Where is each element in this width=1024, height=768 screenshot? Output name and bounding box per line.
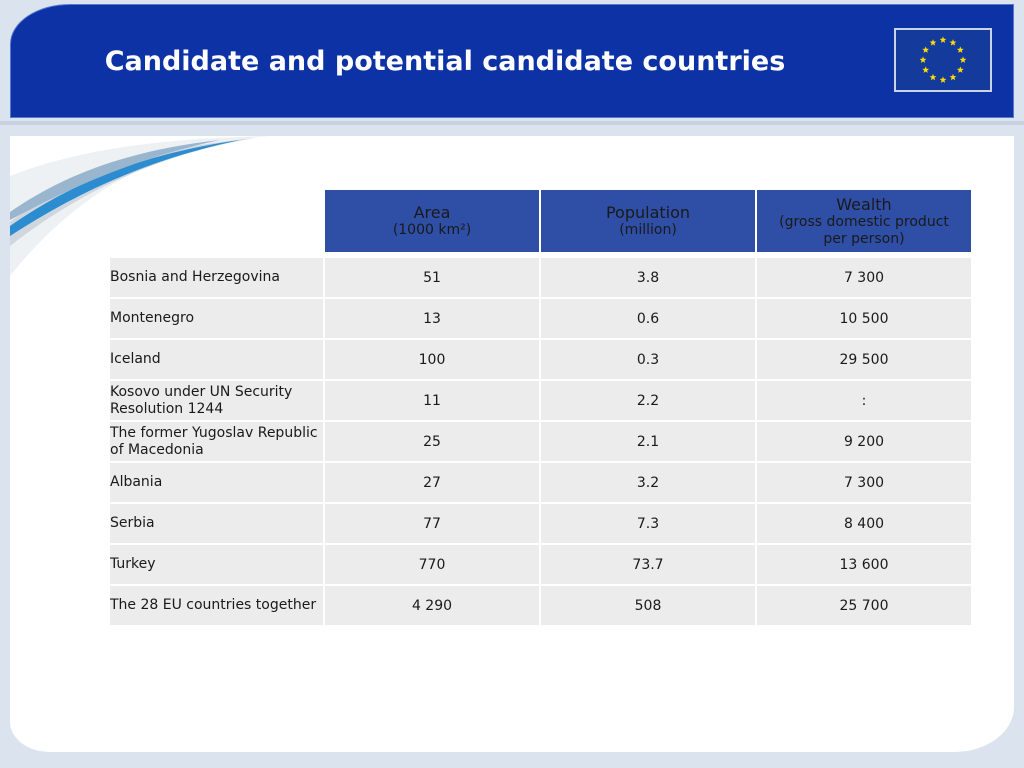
area-cell: 77	[325, 504, 539, 543]
area-cell: 770	[325, 545, 539, 584]
wealth-cell: 25 700	[757, 586, 971, 625]
population-cell: 0.3	[541, 340, 755, 379]
country-cell: Turkey	[110, 545, 323, 584]
table-row	[110, 504, 971, 543]
table-row	[110, 299, 971, 338]
table-row	[110, 545, 971, 584]
flag-star-icon	[957, 46, 964, 53]
flag-star-icon	[950, 74, 957, 81]
flag-star-icon	[950, 39, 957, 46]
table-row	[110, 258, 971, 297]
country-cell: Albania	[110, 463, 323, 502]
population-cell: 2.1	[541, 422, 755, 461]
wealth-cell: :	[757, 381, 971, 420]
eu-flag-icon	[894, 28, 992, 92]
slide-title: Candidate and potential candidate countries	[104, 45, 786, 77]
flag-star-icon	[957, 66, 964, 73]
wealth-cell: 10 500	[757, 299, 971, 338]
country-cell: Bosnia and Herzegovina	[110, 258, 323, 297]
flag-star-icon	[922, 66, 929, 73]
wealth-cell: 9 200	[757, 422, 971, 461]
country-data-table	[108, 188, 973, 627]
wealth-cell: 7 300	[757, 463, 971, 502]
column-unit: (1000 km²)	[392, 222, 472, 238]
area-cell: 4 290	[325, 586, 539, 625]
column-title: Population	[605, 203, 691, 222]
table-row	[110, 463, 971, 502]
country-cell: Serbia	[110, 504, 323, 543]
area-cell: 51	[325, 258, 539, 297]
flag-star-icon	[930, 39, 937, 46]
table-row	[110, 381, 971, 420]
column-unit: (gross domestic product per person)	[779, 213, 949, 247]
column-header-population	[541, 190, 755, 252]
area-cell: 13	[325, 299, 539, 338]
country-cell: Kosovo under UN Security Resolution 1244	[110, 381, 323, 420]
flag-star-icon	[920, 56, 927, 63]
flag-star-icon	[940, 76, 947, 83]
area-cell: 27	[325, 463, 539, 502]
column-unit: (million)	[619, 222, 677, 238]
wealth-cell: 8 400	[757, 504, 971, 543]
column-header-wealth	[757, 190, 971, 252]
column-title: Area	[413, 203, 451, 222]
flag-star-icon	[922, 46, 929, 53]
table-header-row	[110, 190, 971, 252]
column-header-area	[325, 190, 539, 252]
table-row	[110, 586, 971, 625]
population-cell: 2.2	[541, 381, 755, 420]
population-cell: 7.3	[541, 504, 755, 543]
country-cell: Iceland	[110, 340, 323, 379]
header-divider	[0, 121, 1024, 125]
flag-star-icon	[930, 74, 937, 81]
table-corner	[110, 190, 323, 252]
population-cell: 0.6	[541, 299, 755, 338]
flag-star-icon	[960, 56, 967, 63]
population-cell: 508	[541, 586, 755, 625]
area-cell: 25	[325, 422, 539, 461]
wealth-cell: 13 600	[757, 545, 971, 584]
population-cell: 3.8	[541, 258, 755, 297]
country-cell: Montenegro	[110, 299, 323, 338]
country-cell: The 28 EU countries together	[110, 586, 323, 625]
country-cell: The former Yugoslav Republic of Macedonia	[110, 422, 323, 461]
column-title: Wealth	[836, 194, 892, 214]
population-cell: 73.7	[541, 545, 755, 584]
table-row	[110, 340, 971, 379]
wealth-cell: 7 300	[757, 258, 971, 297]
table-row	[110, 422, 971, 461]
area-cell: 11	[325, 381, 539, 420]
population-cell: 3.2	[541, 463, 755, 502]
wealth-cell: 29 500	[757, 340, 971, 379]
area-cell: 100	[325, 340, 539, 379]
flag-star-icon	[940, 36, 947, 43]
